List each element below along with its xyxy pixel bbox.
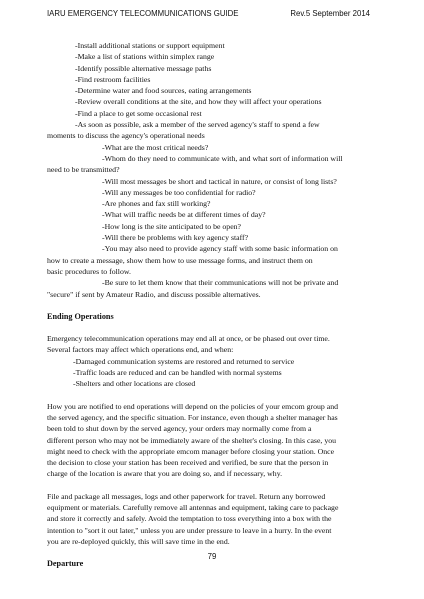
- paragraph-notification: [47, 401, 377, 480]
- spacer: [47, 480, 377, 491]
- paragraph-line: you are re-deployed quickly, this will save time in the end.: [47, 536, 230, 546]
- header-title: IARU EMERGENCY TELECOMMUNICATIONS GUIDE: [47, 9, 239, 18]
- action-list: [47, 40, 377, 142]
- paragraph-line: equipment or materials. Carefully remove all antennas and equipment, taking care to package: [47, 502, 339, 512]
- list-item: -Review overall conditions at the site, and how they will affect your operations: [75, 97, 322, 107]
- page-body: [47, 40, 377, 569]
- paragraph-line: the served agency, and the specific situation. For instance, even though a shelter manager has: [47, 412, 338, 422]
- spacer: [47, 300, 377, 311]
- paragraph-line: been told to shut down by the served agency, your orders may normally come from a: [47, 424, 312, 434]
- question-list: [47, 142, 377, 300]
- question-item: -Will there be problems with key agency staff?: [102, 233, 249, 243]
- section-heading-ending-operations: Ending Operations: [47, 311, 114, 321]
- list-item-continuation: moments to discuss the agency's operational needs: [47, 131, 205, 141]
- question-item: -Be sure to let them know that their communications will not be private and: [102, 278, 339, 288]
- list-item: -Make a list of stations within simplex range: [75, 52, 215, 62]
- list-item: -Identify possible alternative message paths: [75, 63, 212, 73]
- question-item: -How long is the site anticipated to be open?: [102, 221, 242, 231]
- question-item: -Whom do they need to communicate with, and what sort of information will: [102, 153, 343, 163]
- paragraph-line: different person who may not be immediately aware of the shelter's closing. In this case, you: [47, 435, 337, 445]
- paragraph-line: intention to "sort it out later," unless you are under pressure to leave in a hurry. In the event: [47, 525, 332, 535]
- header-revision: Rev.5 September 2014: [290, 9, 370, 18]
- page-header: [47, 9, 370, 18]
- ending-intro-line: Several factors may affect which operations end, and when:: [47, 345, 234, 355]
- question-item: -Will most messages be short and tactical in nature, or consist of long lists?: [102, 176, 337, 186]
- paragraph-line: might need to check with the appropriate emcom manager before closing your station. Once: [47, 446, 335, 456]
- question-item: -What will traffic needs be at different times of day?: [102, 210, 266, 220]
- question-continuation: "secure" if sent by Amateur Radio, and discuss possible alternatives.: [47, 289, 261, 299]
- question-item: -What are the most critical needs?: [102, 142, 209, 152]
- list-item: -As soon as possible, ask a member of the served agency's staff to spend a few: [75, 120, 320, 130]
- question-continuation: need to be transmitted?: [47, 165, 120, 175]
- paragraph-line: and store it correctly and safely. Avoid the temptation to toss everything into a box with the: [47, 514, 332, 524]
- factor-item: -Damaged communication systems are restored and returned to service: [73, 356, 295, 366]
- list-item: -Install additional stations or support equipment: [75, 41, 225, 50]
- paragraph-line: How you are notified to end operations will depend on the policies of your emcom group and: [47, 401, 339, 411]
- factor-item: -Traffic loads are reduced and can be handled with normal systems: [73, 368, 282, 378]
- spacer: [47, 322, 377, 333]
- question-item: -You may also need to provide agency staff with some basic information on: [102, 244, 338, 254]
- question-continuation: basic procedures to follow.: [47, 266, 131, 276]
- spacer: [47, 390, 377, 401]
- ending-intro-line: Emergency telecommunication operations may end all at once, or be phased out over time.: [47, 334, 330, 344]
- question-item: -Are phones and fax still working?: [102, 199, 211, 209]
- paragraph-packing: [47, 491, 377, 547]
- paragraph-line: charge of the location is aware that you are doing so, and if necessary, why.: [47, 469, 283, 479]
- list-item: -Determine water and food sources, eating arrangements: [75, 86, 252, 96]
- list-item: -Find a place to get some occasional rest: [75, 108, 202, 118]
- section-heading-departure: Departure: [47, 559, 84, 569]
- factor-item: -Shelters and other locations are closed: [73, 379, 196, 389]
- list-item: -Find restroom facilities: [75, 74, 151, 84]
- page-number: 79: [207, 552, 217, 561]
- paragraph-line: the decision to close your station has been received and verified, be sure that the person in: [47, 458, 329, 468]
- question-item: -Will any messages be too confidential for radio?: [102, 187, 256, 197]
- question-continuation: how to create a message, show them how to use message forms, and instruct them on: [47, 255, 313, 265]
- paragraph-line: File and package all messages, logs and other paperwork for travel. Return any borrowed: [47, 491, 326, 501]
